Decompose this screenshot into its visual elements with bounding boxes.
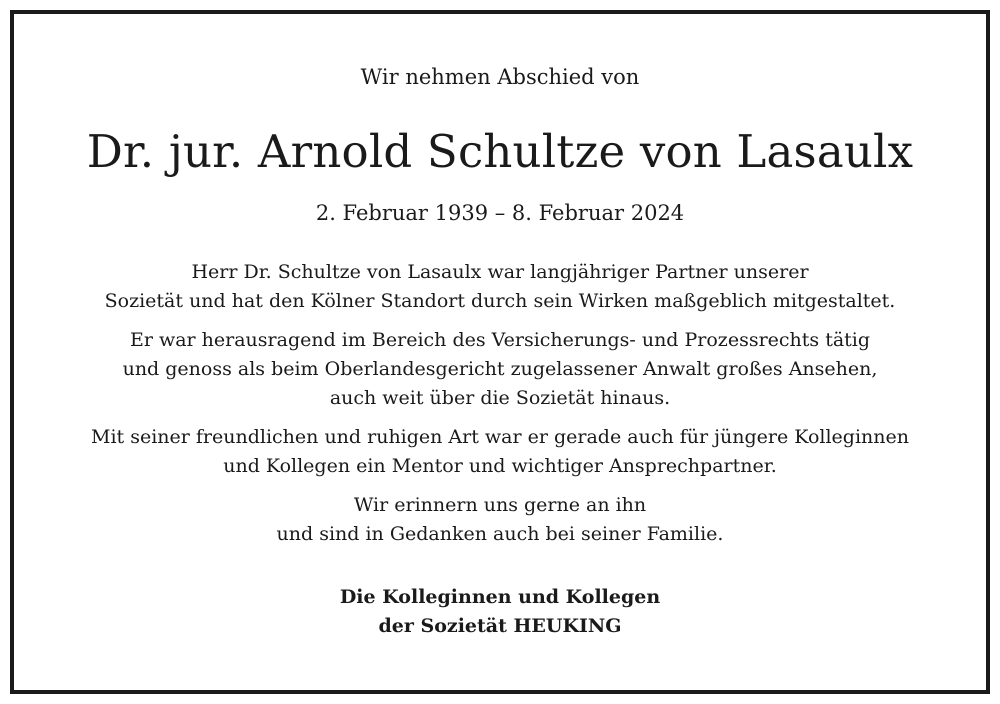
intro-line: Wir nehmen Abschied von [360, 65, 640, 89]
deceased-name: Dr. jur. Arnold Schultze von Lasaulx [86, 125, 914, 178]
paragraph-partner [0, 258, 1000, 316]
paragraph-line: auch weit über die Sozietät hinaus. [329, 387, 671, 409]
signature-line: Die Kolleginnen und Kollegen [339, 586, 661, 608]
paragraph-line: und Kollegen ein Mentor und wichtiger Ansprechpartner. [223, 455, 777, 477]
life-dates: 2. Februar 1939 – 8. Februar 2024 [315, 201, 685, 225]
paragraph-mentor [0, 423, 1000, 481]
paragraph-remembrance [0, 491, 1000, 549]
paragraph-expertise [0, 326, 1000, 413]
paragraph-line: Mit seiner freundlichen und ruhigen Art war er gerade auch für jüngere Kolleginnen [91, 426, 909, 448]
paragraph-line: Wir erinnern uns gerne an ihn [353, 494, 647, 516]
paragraph-line: Er war herausragend im Bereich des Versicherungs- und Prozessrechts tätig [129, 329, 871, 351]
paragraph-line: Herr Dr. Schultze von Lasaulx war langjähriger Partner unserer [191, 261, 809, 283]
paragraph-line: Sozietät und hat den Kölner Standort durch sein Wirken maßgeblich mitgestaltet. [104, 290, 896, 312]
signature-block [0, 583, 1000, 641]
signature-line: der Sozietät HEUKING [378, 615, 622, 637]
paragraph-line: und sind in Gedanken auch bei seiner Familie. [276, 523, 724, 545]
paragraph-line: und genoss als beim Oberlandesgericht zugelassener Anwalt großes Ansehen, [122, 358, 878, 380]
